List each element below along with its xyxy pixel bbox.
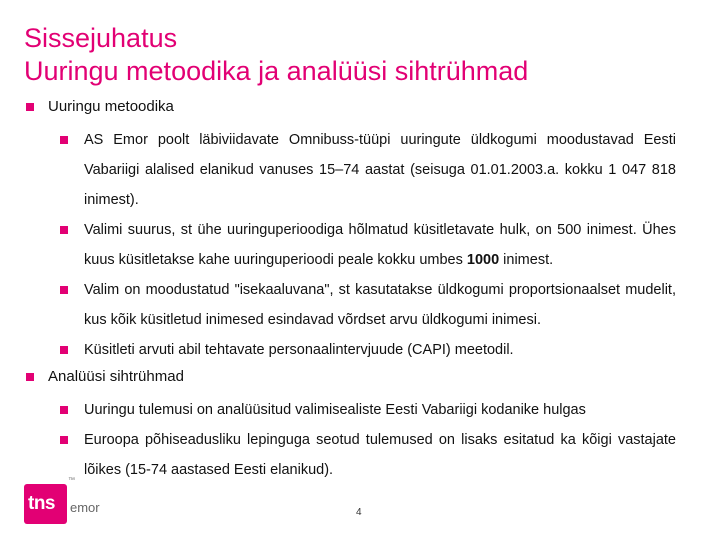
slide-title-line-2: Uuringu metoodika ja analüüsi sihtrühmad: [24, 56, 529, 86]
square-bullet-icon: [60, 346, 68, 354]
list-item-text: Valimi suurus, st ühe uuringuperioodiga hõlmatud küsitletavate hulk, on 500 inimest. Ühes kuus küsitletakse kahe uuringuperioodi peale kokku umbes: [84, 222, 676, 268]
list-item: [60, 215, 676, 275]
section-heading: Uuringu metoodika: [48, 98, 174, 115]
list-item-text: Euroopa põhiseadusliku lepinguga seotud tulemused on lisaks esitatud ka kõigi vastajate lõikes (15-74 aastased Eesti elanikud).: [84, 432, 676, 478]
list-item-text: AS Emor poolt läbiviidavate Omnibuss-tüüpi uuringute üldkogumi moodustavad Eesti Vabariigi alalised elanikud vanuses 15–74 aastat (seisuga 01.01.2003.a. kokku 1 047 818 inimest).: [84, 132, 676, 208]
slide-content: [26, 96, 676, 485]
list-item-text: Küsitleti arvuti abil tehtavate personaalintervjuude (CAPI) meetodil.: [84, 342, 514, 358]
logo-suffix: emor: [70, 500, 100, 515]
slide-title-line-1: Sissejuhatus: [24, 23, 178, 53]
list-item: [60, 125, 676, 215]
logo-brand: tns: [28, 493, 55, 514]
list-item: [60, 335, 676, 365]
square-bullet-icon: [60, 136, 68, 144]
square-bullet-icon: [26, 373, 34, 381]
page-number: 4: [356, 507, 362, 518]
square-bullet-icon: [60, 406, 68, 414]
list-item-text: Valim on moodustatud "isekaaluvana", st kasutatakse üldkogumi proportsionaalset mudelit, kus kõik küsitletud inimesed esindavad võrdset arvu üldkogumi inimesi.: [84, 282, 676, 328]
slide-title: [24, 22, 528, 88]
logo-trademark: ™: [68, 477, 75, 484]
tns-emor-logo: [24, 477, 124, 525]
section-methodology: [26, 96, 676, 118]
square-bullet-icon: [60, 436, 68, 444]
list-item-bold-number: 1000: [466, 252, 500, 268]
square-bullet-icon: [60, 286, 68, 294]
list-item-text: Uuringu tulemusi on analüüsitud valimisealiste Eesti Vabariigi kodanike hulgas: [84, 402, 586, 418]
list-item-text-end: inimest.: [499, 252, 554, 268]
square-bullet-icon: [26, 103, 34, 111]
section-heading: Analüüsi sihtrühmad: [48, 368, 184, 385]
list-item: [60, 275, 676, 335]
section-analysis-targets: [26, 366, 676, 388]
list-item: [60, 425, 676, 485]
list-item: [60, 395, 676, 425]
square-bullet-icon: [60, 226, 68, 234]
